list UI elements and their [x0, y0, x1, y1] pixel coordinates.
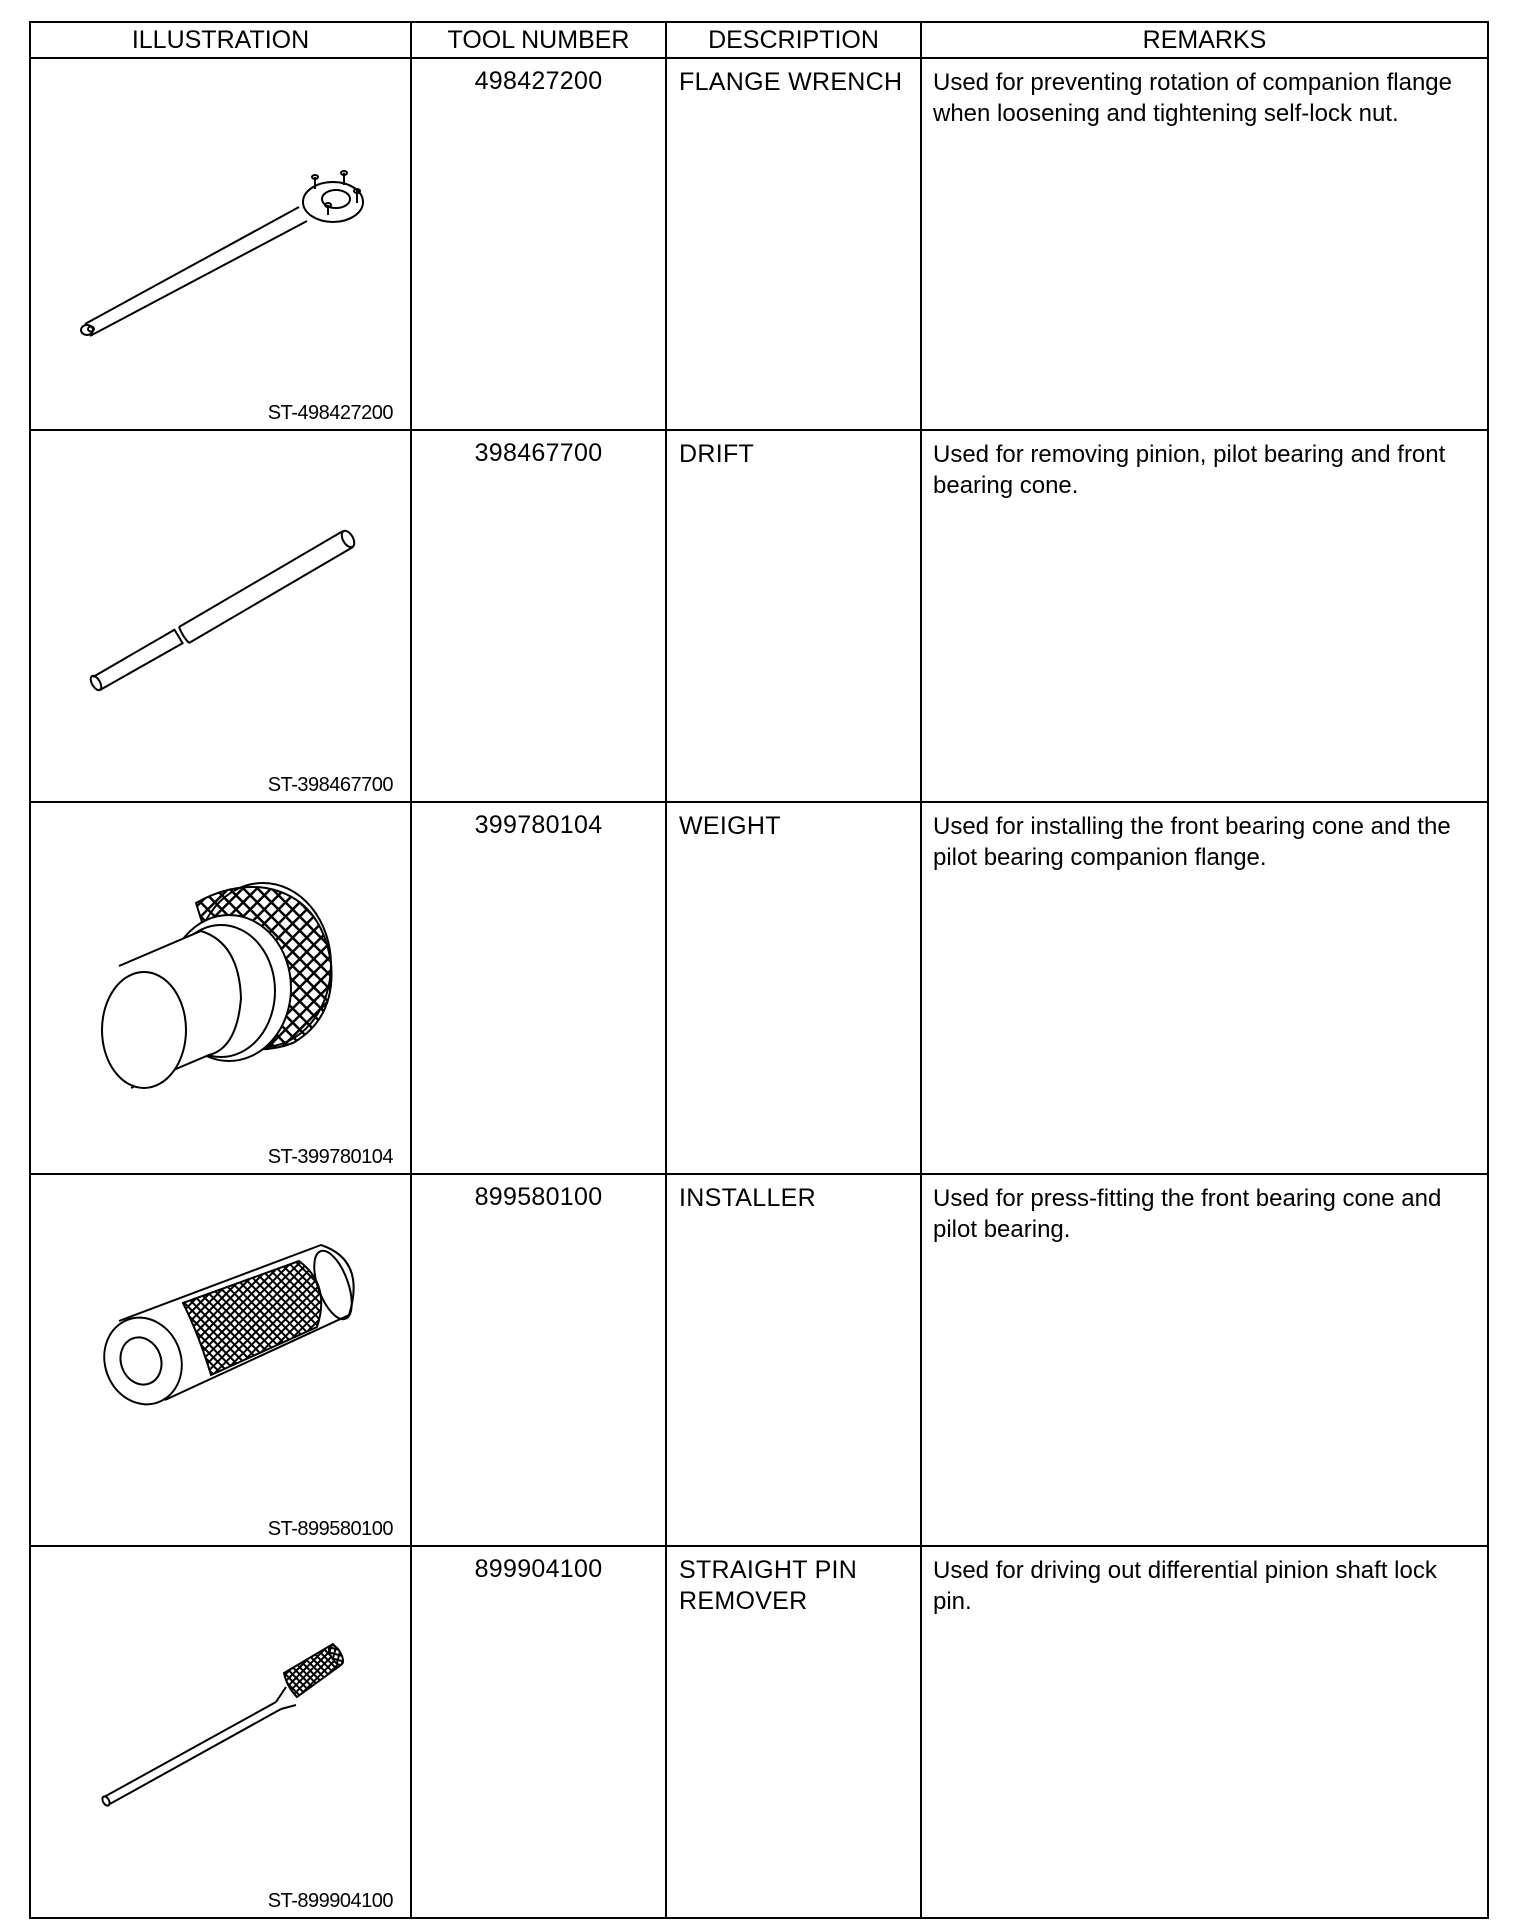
table-row — [30, 802, 1488, 1174]
tool-remarks: Used for removing pinion, pilot bearing and front bearing cone. — [933, 441, 1446, 499]
tool-number: 498427200 — [474, 67, 603, 95]
tool-description: FLANGE WRENCH — [679, 68, 903, 96]
tool-description: INSTALLER — [679, 1184, 817, 1212]
description-cell — [666, 58, 921, 430]
illustration-code: ST-498427200 — [267, 402, 393, 424]
header-remarks: REMARKS — [921, 22, 1488, 58]
header-illustration: ILLUSTRATION — [30, 22, 411, 58]
tool-number-cell — [411, 1546, 666, 1918]
illustration-cell — [30, 58, 411, 430]
illustration-cell — [30, 1546, 411, 1918]
tool-number: 399780104 — [474, 811, 603, 839]
tool-number-cell — [411, 1174, 666, 1546]
tool-number-cell — [411, 58, 666, 430]
illustration-code: ST-899580100 — [267, 1518, 393, 1540]
illustration-cell — [30, 1174, 411, 1546]
remarks-cell — [921, 430, 1488, 802]
tool-description: STRAIGHT PIN REMOVER — [679, 1556, 858, 1615]
special-tools-table — [29, 21, 1489, 1919]
weight-icon — [31, 803, 412, 1173]
description-cell — [666, 1174, 921, 1546]
straight-pin-remover-icon — [31, 1547, 412, 1917]
drift-icon — [31, 431, 412, 801]
description-cell — [666, 802, 921, 1174]
tool-number: 398467700 — [474, 439, 603, 467]
tool-description: DRIFT — [679, 440, 755, 468]
tool-remarks: Used for press-fitting the front bearing cone and pilot bearing. — [933, 1185, 1442, 1243]
table-row — [30, 1174, 1488, 1546]
tool-description: WEIGHT — [679, 812, 781, 840]
header-description: DESCRIPTION — [666, 22, 921, 58]
remarks-cell — [921, 58, 1488, 430]
remarks-cell — [921, 1546, 1488, 1918]
illustration-cell — [30, 802, 411, 1174]
description-cell — [666, 1546, 921, 1918]
installer-icon — [31, 1175, 412, 1545]
tool-remarks: Used for preventing rotation of companion flange when loosening and tightening self-lock nut. — [933, 69, 1452, 127]
illustration-code: ST-399780104 — [267, 1146, 393, 1168]
flange-wrench-icon — [31, 59, 412, 429]
tool-number: 899580100 — [474, 1183, 603, 1211]
header-tool-number: TOOL NUMBER — [411, 22, 666, 58]
illustration-code: ST-899904100 — [267, 1890, 393, 1912]
remarks-cell — [921, 1174, 1488, 1546]
tool-number-cell — [411, 430, 666, 802]
illustration-cell — [30, 430, 411, 802]
table-row — [30, 58, 1488, 430]
table-row — [30, 430, 1488, 802]
tool-remarks: Used for installing the front bearing cone and the pilot bearing companion flange. — [933, 813, 1451, 871]
tool-remarks: Used for driving out differential pinion shaft lock pin. — [933, 1557, 1437, 1615]
description-cell — [666, 430, 921, 802]
tool-number-cell — [411, 802, 666, 1174]
remarks-cell — [921, 802, 1488, 1174]
illustration-code: ST-398467700 — [267, 774, 393, 796]
tool-number: 899904100 — [474, 1555, 603, 1583]
header-row — [30, 22, 1488, 58]
table-row — [30, 1546, 1488, 1918]
